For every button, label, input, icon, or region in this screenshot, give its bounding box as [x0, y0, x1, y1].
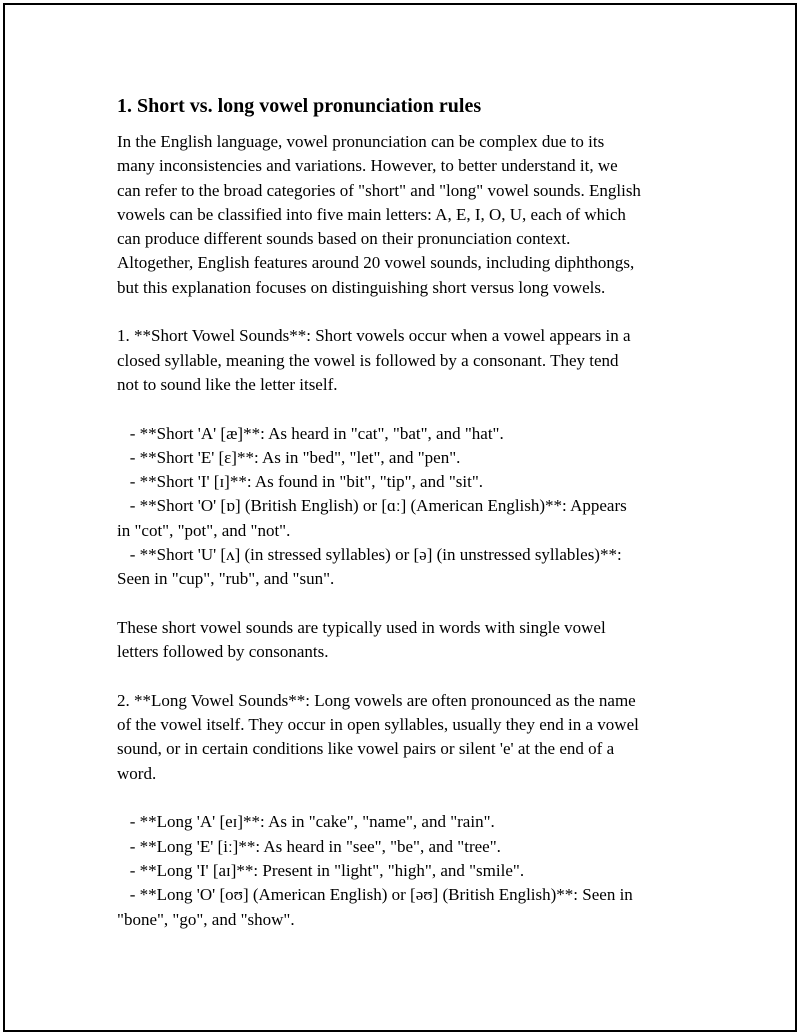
text-line: sound, or in certain conditions like vowel pairs or silent 'e' at the end of a — [117, 739, 615, 759]
text-line: closed syllable, meaning the vowel is followed by a consonant. They tend — [117, 350, 619, 370]
text-line: vowels can be classified into five main letters: A, E, I, O, U, each of which — [117, 204, 626, 224]
list-item: - **Short 'O' [ɒ] (British English) or [ɑː] (American English)**: Appears — [117, 496, 627, 516]
list-item: - **Short 'E' [ɛ]**: As in "bed", "let", and "pen". — [117, 447, 461, 467]
text-line: 2. **Long Vowel Sounds**: Long vowels are often pronounced as the name — [117, 690, 636, 710]
list-item: - **Long 'O' [oʊ] (American English) or [əʊ] (British English)**: Seen in — [117, 885, 633, 905]
list-item: - **Short 'U' [ʌ] (in stressed syllables) or [ə] (in unstressed syllables)**: — [117, 545, 622, 565]
text-line: of the vowel itself. They occur in open syllables, usually they end in a vowel — [117, 715, 639, 735]
text-line: letters followed by consonants. — [117, 642, 329, 662]
text-line: but this explanation focuses on distinguishing short versus long vowels. — [117, 277, 606, 297]
text-line: not to sound like the letter itself. — [117, 374, 338, 394]
text-line: can refer to the broad categories of "short" and "long" vowel sounds. English — [117, 180, 641, 200]
list-item: - **Long 'E' [iː]**: As heard in "see", "be", and "tree". — [117, 836, 501, 856]
list-item: - **Short 'I' [ɪ]**: As found in "bit", "tip", and "sit". — [117, 472, 484, 492]
long-vowels-list — [117, 810, 697, 931]
short-vowels-list — [117, 422, 697, 592]
short-vowels-paragraph — [117, 324, 697, 397]
list-item: - **Long 'A' [eɪ]**: As in "cake", "name", and "rain". — [117, 812, 495, 832]
intro-paragraph — [117, 130, 697, 300]
text-line: In the English language, vowel pronunciation can be complex due to its — [117, 132, 605, 151]
list-item: - **Short 'A' [æ]**: As heard in "cat", "bat", and "hat". — [117, 423, 504, 443]
document-body — [117, 92, 697, 956]
text-line: Altogether, English features around 20 vowel sounds, including diphthongs, — [117, 253, 635, 273]
text-line: These short vowel sounds are typically used in words with single vowel — [117, 617, 606, 637]
list-item-continuation: in "cot", "pot", and "not". — [117, 520, 291, 540]
text-line: word. — [117, 763, 157, 783]
section-heading: 1. Short vs. long vowel pronunciation rules — [117, 95, 482, 117]
short-vowels-summary — [117, 616, 697, 665]
text-line: many inconsistencies and variations. However, to better understand it, we — [117, 156, 618, 176]
text-line: can produce different sounds based on their pronunciation context. — [117, 229, 571, 249]
list-item-continuation: Seen in "cup", "rub", and "sun". — [117, 569, 335, 589]
list-item-continuation: "bone", "go", and "show". — [117, 909, 295, 929]
text-line: 1. **Short Vowel Sounds**: Short vowels occur when a vowel appears in a — [117, 326, 631, 346]
list-item: - **Long 'I' [aɪ]**: Present in "light", "high", and "smile". — [117, 860, 525, 880]
long-vowels-paragraph — [117, 689, 697, 786]
